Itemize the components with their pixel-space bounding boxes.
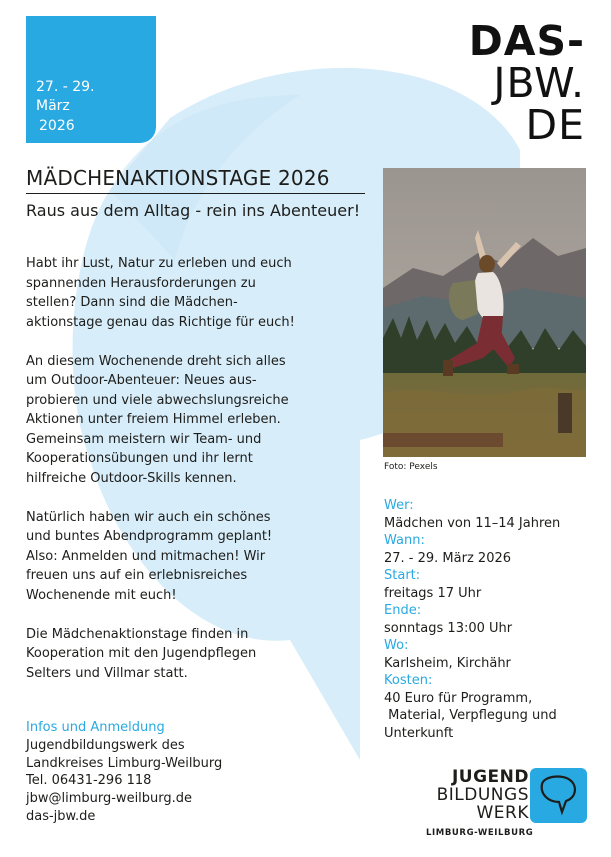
fact-value-end: sonntags 13:00 Uhr (384, 620, 513, 636)
contact-line: Landkreises Limburg-Weilburg (26, 755, 223, 771)
body-text (26, 254, 326, 703)
text-line: stellen? Dann sind die Mädchen- (26, 295, 238, 310)
text-line: Natürlich haben wir auch ein schönes (26, 509, 271, 525)
text-line: spannenden Herausforderungen zu (26, 275, 256, 291)
logo-line-3: WERK (476, 803, 529, 823)
fact-label-who: Wer: (384, 498, 414, 513)
fact-value-cost: Material, Verpflegung und (384, 708, 557, 723)
paragraph-4 (26, 625, 326, 684)
text-line: An diesem Wochenende dreht sich alles (26, 353, 286, 369)
fact-value-cost: 40 Euro für Programm, (384, 690, 533, 706)
contact-block (26, 719, 346, 826)
jugendbildungswerk-logo (426, 768, 591, 840)
logo-line-1: JUGEND (451, 767, 529, 787)
text-line: Die Mädchenaktionstage finden in (26, 626, 249, 642)
logo-text (437, 768, 529, 822)
photo-jumping-girl (383, 168, 586, 457)
fact-label-cost: Kosten: (384, 673, 433, 688)
text-line: Selters und Villmar statt. (26, 665, 188, 681)
photo-caption: Foto: Pexels (384, 462, 438, 472)
date-month: März (36, 98, 70, 114)
paragraph-1 (26, 254, 326, 332)
page-subtitle: Raus aus dem Alltag - rein ins Abenteuer! (26, 201, 361, 220)
text-line: probieren und viele abwechslungsreiche (26, 392, 289, 408)
text-line: um Outdoor-Abenteuer: Neues aus- (26, 373, 257, 388)
fact-label-where: Wo: (384, 638, 409, 653)
fact-value-when: 27. - 29. März 2026 (384, 550, 512, 566)
logo-line-3: DE (525, 101, 585, 149)
fact-label-end: Ende: (384, 603, 422, 618)
text-line: Kooperationsübungen und ihr lernt (26, 451, 253, 466)
contact-email[interactable]: jbw@limburg-weilburg.de (26, 791, 193, 807)
text-line: Habt ihr Lust, Natur zu erleben und euch (26, 256, 292, 271)
text-line: Wochenende mit euch! (26, 587, 177, 603)
text-line: und buntes Abendprogramm geplant! (26, 529, 273, 544)
contact-heading: Infos und Anmeldung (26, 720, 165, 735)
text-line: aktionstage genau das Richtige für euch! (26, 314, 295, 330)
text-line: Also: Anmelden und mitmachen! Wir (26, 548, 266, 564)
logo-line-2: BILDUNGS (436, 785, 529, 805)
fact-value-start: freitags 17 Uhr (384, 585, 482, 601)
page-title: MÄDCHENAKTIONSTAGE 2026 (26, 166, 365, 194)
contact-website[interactable]: das-jbw.de (26, 808, 96, 824)
das-jbw-logo (468, 17, 585, 149)
contact-phone: Tel. 06431-296 118 (26, 773, 152, 789)
logo-region: LIMBURG-WEILBURG (426, 828, 534, 838)
fact-label-start: Start: (384, 568, 421, 583)
date-range: 27. - 29. (36, 79, 95, 95)
fact-value-who: Mädchen von 11–14 Jahren (384, 515, 561, 531)
date-year: 2026 (39, 118, 75, 134)
logo-line-1: DAS- (468, 17, 585, 65)
speech-bubble-icon (530, 768, 587, 823)
text-line: Gemeinsam meistern wir Team- und (26, 431, 262, 447)
event-facts (384, 497, 594, 742)
date-box (26, 16, 156, 143)
text-line: Aktionen unter freiem Himmel erleben. (26, 412, 281, 427)
paragraph-3 (26, 508, 326, 606)
contact-line: Jugendbildungswerk des (26, 737, 185, 753)
fact-label-when: Wann: (384, 533, 425, 548)
text-line: hilfreiche Outdoor-Skills kennen. (26, 470, 237, 486)
fact-value-where: Karlsheim, Kirchähr (384, 655, 511, 671)
text-line: Kooperation mit den Jugendpflegen (26, 646, 257, 661)
fact-value-cost: Unterkunft (384, 725, 454, 741)
text-line: freuen uns auf ein erlebnisreiches (26, 568, 248, 583)
paragraph-2 (26, 352, 326, 489)
logo-line-2: JBW. (493, 59, 585, 107)
